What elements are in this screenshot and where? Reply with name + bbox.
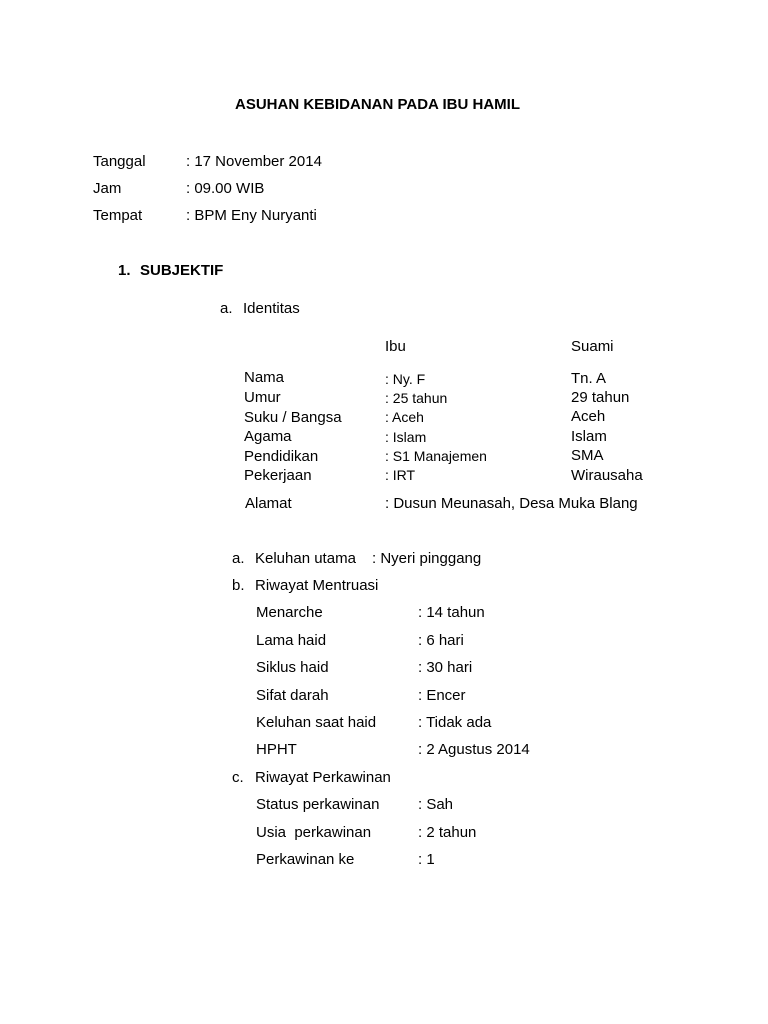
- perkawinan-marker: c.: [232, 769, 244, 786]
- perkawinan-row-label: Status perkawinan: [256, 796, 380, 813]
- identitas-marker: a.: [220, 300, 233, 317]
- header-value-tanggal: : 17 November 2014: [186, 153, 322, 170]
- menstruasi-row-value: : Tidak ada: [418, 714, 492, 731]
- section-title: SUBJEKTIF: [140, 262, 224, 279]
- menstruasi-row-value: : 2 Agustus 2014: [418, 741, 530, 758]
- perkawinan-row-label: Perkawinan ke: [256, 851, 355, 868]
- identity-label: Umur: [244, 389, 281, 406]
- header-label-tanggal: Tanggal: [93, 153, 146, 170]
- perkawinan-row-value: : 2 tahun: [418, 824, 477, 841]
- document-title: ASUHAN KEBIDANAN PADA IBU HAMIL: [235, 96, 520, 113]
- section-number: 1.: [118, 262, 131, 279]
- menstruasi-row-label: Lama haid: [256, 632, 327, 649]
- header-value-tempat: : BPM Eny Nuryanti: [186, 207, 317, 224]
- perkawinan-row-label: Usia perkawinan: [256, 824, 372, 841]
- identity-ibu-value: : Ny. F: [385, 371, 426, 387]
- column-header-ibu: Ibu: [385, 338, 406, 355]
- identity-suami-value: 29 tahun: [571, 389, 630, 406]
- perkawinan-label: Riwayat Perkawinan: [255, 769, 391, 786]
- keluhan-value: : Nyeri pinggang: [372, 550, 482, 567]
- identity-label: Suku / Bangsa: [244, 409, 342, 426]
- identity-label: Agama: [244, 428, 292, 445]
- perkawinan-row-value: : Sah: [418, 796, 454, 813]
- identity-label: Nama: [244, 369, 285, 386]
- identity-suami-value: Wirausaha: [571, 467, 643, 484]
- identity-ibu-value: : 25 tahun: [385, 390, 448, 406]
- menstruasi-row-value: : 30 hari: [418, 659, 473, 676]
- header-value-jam: : 09.00 WIB: [186, 180, 265, 197]
- identity-ibu-value: : IRT: [385, 467, 416, 483]
- menstruasi-row-label: Sifat darah: [256, 687, 329, 704]
- menstruasi-row-label: Keluhan saat haid: [256, 714, 377, 731]
- perkawinan-row-value: : 1: [418, 851, 435, 868]
- menstruasi-marker: b.: [232, 577, 245, 594]
- identity-label: Pendidikan: [244, 448, 319, 465]
- identity-suami-value: SMA: [571, 447, 604, 464]
- identity-ibu-value: : Aceh: [385, 409, 424, 425]
- menstruasi-label: Riwayat Mentruasi: [255, 577, 379, 594]
- identity-ibu-value: : Islam: [385, 429, 427, 445]
- menstruasi-row-label: Siklus haid: [256, 659, 329, 676]
- menstruasi-row-label: HPHT: [256, 741, 297, 758]
- menstruasi-row-value: : Encer: [418, 687, 466, 704]
- identitas-label: Identitas: [243, 300, 300, 317]
- identity-label: Pekerjaan: [244, 467, 312, 484]
- identity-suami-value: Aceh: [571, 408, 606, 425]
- header-label-tempat: Tempat: [93, 207, 143, 224]
- alamat-value: : Dusun Meunasah, Desa Muka Blang: [385, 495, 638, 512]
- keluhan-marker: a.: [232, 550, 245, 567]
- identity-suami-value: Tn. A: [571, 370, 607, 387]
- menstruasi-row-value: : 6 hari: [418, 632, 464, 649]
- column-header-suami: Suami: [571, 338, 614, 355]
- header-label-jam: Jam: [93, 180, 122, 197]
- menstruasi-row-value: : 14 tahun: [418, 604, 485, 621]
- identity-ibu-value: : S1 Manajemen: [385, 448, 487, 464]
- identity-suami-value: Islam: [571, 428, 607, 445]
- menstruasi-row-label: Menarche: [256, 604, 323, 621]
- alamat-label: Alamat: [245, 495, 292, 512]
- keluhan-label: Keluhan utama: [255, 550, 356, 567]
